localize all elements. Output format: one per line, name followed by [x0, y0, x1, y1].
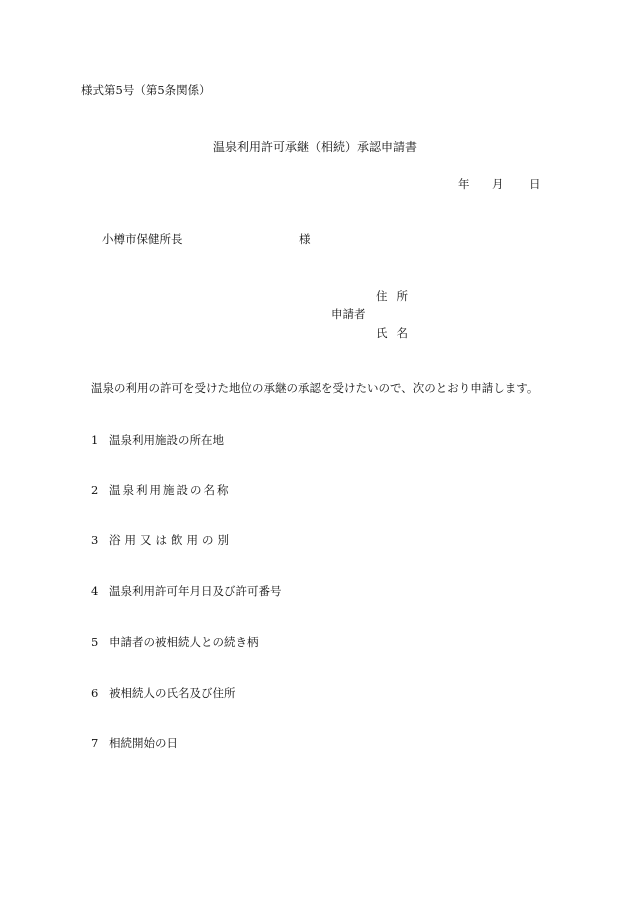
item-number: 2 — [91, 483, 99, 497]
addressee-name: 小樽市保健所長 — [102, 232, 183, 246]
item-number: 7 — [91, 736, 99, 750]
list-item — [91, 583, 282, 599]
item-label: 相続開始の日 — [109, 736, 178, 750]
item-number: 1 — [91, 433, 99, 447]
applicant-name-label: 氏名 — [376, 326, 417, 340]
date-month-label: 月 — [492, 177, 504, 191]
item-label: 申請者の被相続人との続き柄 — [109, 635, 259, 649]
list-item — [91, 532, 233, 548]
list-item — [91, 685, 236, 701]
item-label: 温泉利用許可年月日及び許可番号 — [109, 584, 282, 598]
item-number: 3 — [91, 533, 99, 547]
list-item — [91, 482, 231, 498]
item-label: 温泉利用施設の名称 — [109, 483, 231, 497]
applicant-address-label: 住所 — [376, 289, 417, 303]
item-number: 4 — [91, 584, 99, 598]
addressee-honorific: 様 — [299, 232, 311, 246]
form-number: 様式第5号（第5条関係） — [81, 83, 211, 97]
applicant-label: 申請者 — [331, 307, 366, 321]
list-item — [91, 735, 178, 751]
item-label: 浴用又は飲用の別 — [109, 533, 233, 547]
document-title: 温泉利用許可承継（相続）承認申請書 — [212, 140, 417, 154]
date-year-label: 年 — [458, 177, 470, 191]
item-number: 5 — [91, 635, 99, 649]
item-label: 被相続人の氏名及び住所 — [109, 686, 236, 700]
application-statement: 温泉の利用の許可を受けた地位の承継の承認を受けたいので、次のとおり申請します。 — [91, 381, 539, 395]
list-item — [91, 634, 259, 650]
list-item — [91, 432, 224, 448]
item-number: 6 — [91, 686, 99, 700]
item-label: 温泉利用施設の所在地 — [109, 433, 224, 447]
date-day-label: 日 — [529, 177, 541, 191]
